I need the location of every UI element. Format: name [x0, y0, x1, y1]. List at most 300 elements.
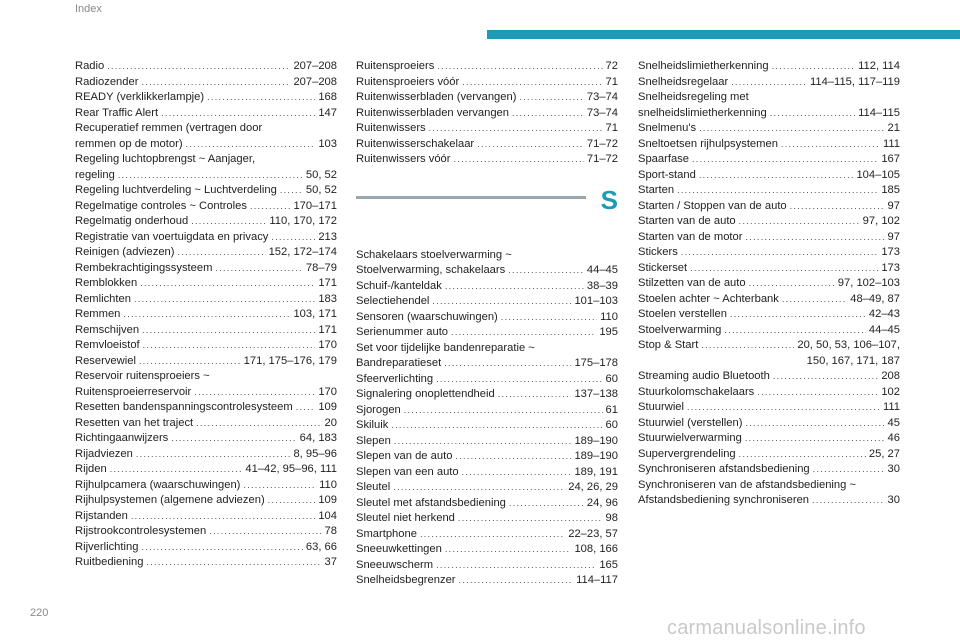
index-page-refs-continued: 150, 167, 171, 187	[806, 354, 900, 367]
index-entry	[638, 121, 900, 137]
index-term: Slepen	[356, 434, 391, 447]
dot-leader	[391, 418, 602, 434]
index-entry	[356, 325, 618, 341]
index-entry-row	[638, 276, 900, 292]
index-term: Rear Traffic Alert	[75, 106, 159, 119]
index-entry-row	[75, 416, 337, 432]
index-entry-row	[75, 59, 337, 75]
dot-leader	[757, 385, 878, 401]
dot-leader	[436, 558, 596, 574]
index-entry-row	[75, 555, 337, 571]
index-entry	[75, 90, 337, 106]
index-entry	[356, 465, 618, 481]
index-entry	[638, 447, 900, 463]
index-page-refs: 98	[605, 512, 618, 524]
dot-leader	[215, 261, 302, 277]
index-entry-row	[638, 307, 900, 323]
index-term: Schuif-/kanteldak	[356, 279, 442, 292]
index-page-refs: 171	[318, 323, 337, 336]
index-entry-row	[638, 431, 900, 447]
index-entry	[75, 354, 337, 370]
index-entry	[75, 307, 337, 323]
index-entry	[356, 121, 618, 137]
index-entry-row	[638, 245, 900, 261]
index-term: Sneltoetsen rijhulpsystemen	[638, 137, 778, 150]
index-entry	[356, 449, 618, 465]
index-entry-row	[356, 542, 618, 558]
index-page-refs: 185	[881, 184, 900, 196]
dot-leader	[790, 199, 885, 215]
index-entry-row	[638, 462, 900, 478]
index-page-refs: 171, 175–176, 179	[243, 354, 337, 367]
index-entry-row	[356, 59, 618, 75]
index-term: Serienummer auto	[356, 326, 449, 338]
index-term: Sleutel niet herkend	[356, 512, 455, 524]
index-page-refs: 71	[605, 75, 618, 88]
index-page-refs: 114–115, 117–119	[810, 75, 900, 88]
index-term: Regeling luchtverdeling ~ Luchtverdeling	[75, 184, 277, 196]
index-term: Snelheidsregelaar	[638, 75, 729, 88]
dot-leader	[186, 137, 316, 153]
index-page-refs: 207–208	[293, 60, 337, 72]
index-entry	[356, 542, 618, 558]
index-column-2-entries-s	[356, 248, 618, 589]
index-entry-row	[75, 106, 337, 122]
index-entry	[638, 400, 900, 416]
dot-leader	[429, 121, 603, 137]
index-entry-line: Recuperatief remmen (vertragen door	[75, 122, 263, 134]
index-page-refs: 97	[887, 199, 900, 212]
dot-leader	[209, 524, 321, 540]
index-entry	[638, 478, 900, 509]
index-entry	[356, 573, 618, 589]
index-entry	[75, 400, 337, 416]
index-page-refs: 189, 191	[574, 465, 618, 478]
index-entry	[75, 106, 337, 122]
index-entry-row	[75, 524, 337, 540]
index-page-refs: 173	[881, 261, 900, 274]
index-page-refs: 44–45	[868, 323, 900, 336]
index-column-2	[356, 59, 618, 589]
index-term: Remvloeistof	[75, 339, 140, 351]
index-term: Rembekrachtigingssysteem	[75, 261, 213, 274]
index-entry-row	[638, 400, 900, 416]
index-entry-row	[356, 403, 618, 419]
index-entry	[75, 276, 337, 292]
dot-leader	[731, 75, 807, 91]
index-term: Rijden	[75, 463, 107, 475]
dot-leader	[178, 245, 266, 261]
index-page-refs: 208	[881, 370, 900, 382]
index-page-refs: 104–105	[856, 168, 900, 181]
index-page-refs: 109	[318, 401, 337, 413]
dot-leader	[250, 199, 290, 215]
index-term: Stoelverwarming	[638, 323, 722, 336]
index-page-refs: 63, 66	[305, 540, 337, 553]
dot-leader	[687, 400, 880, 416]
dot-leader	[692, 152, 878, 168]
index-entry-row	[75, 307, 337, 323]
dot-leader	[394, 434, 572, 450]
index-term: Stuurwiel	[638, 401, 685, 413]
index-entry	[356, 558, 618, 574]
index-entry	[75, 524, 337, 540]
index-entry-row	[75, 90, 337, 106]
index-entry	[638, 230, 900, 246]
index-term: Starten / Stoppen van de auto	[638, 199, 787, 212]
index-page-refs: 114–115	[858, 106, 900, 119]
index-term: Afstandsbediening synchroniseren	[638, 494, 810, 506]
dot-leader	[745, 416, 884, 432]
index-entry-row	[75, 540, 337, 556]
index-term: Registratie van voertuigdata en privacy	[75, 230, 269, 243]
dot-leader	[171, 431, 296, 447]
index-page-refs: 97, 102–103	[837, 277, 900, 289]
index-entry-row	[638, 292, 900, 308]
index-term: Sleutel	[356, 481, 391, 493]
index-entry	[638, 369, 900, 385]
index-term: Ruitensproeiers vóór	[356, 75, 460, 88]
index-page-refs: 170–171	[293, 199, 337, 212]
dot-leader	[134, 292, 315, 308]
dot-leader	[131, 509, 315, 525]
index-term: snelheidslimietherkenning	[638, 106, 767, 119]
dot-leader	[462, 465, 572, 481]
index-entry	[75, 75, 337, 91]
index-entry-row	[356, 90, 618, 106]
dot-leader	[139, 354, 241, 370]
index-page-refs: 37	[324, 556, 337, 568]
index-entry-row	[356, 152, 618, 168]
dot-leader	[745, 431, 885, 447]
index-entry-row	[75, 75, 337, 91]
index-page-refs: 175–178	[574, 357, 618, 369]
index-entry	[356, 248, 618, 279]
section-divider	[356, 196, 586, 199]
index-term: Sneeuwkettingen	[356, 543, 442, 555]
index-entry	[638, 245, 900, 261]
dot-leader	[477, 137, 584, 153]
dot-leader	[781, 137, 880, 153]
dot-leader	[207, 90, 315, 106]
index-entry-row	[638, 385, 900, 401]
index-entry-row	[75, 462, 337, 478]
index-entry-row	[638, 493, 900, 509]
dot-leader	[436, 372, 602, 388]
index-page-refs: 46	[887, 432, 900, 444]
index-entry-row	[638, 369, 900, 385]
index-entry-row	[356, 449, 618, 465]
index-entry	[638, 168, 900, 184]
index-term: Snelmenu's	[638, 122, 697, 134]
index-entry-row	[356, 106, 618, 122]
index-page-refs: 72	[605, 60, 618, 72]
index-term: Regelmatige controles ~ Controles	[75, 199, 247, 212]
dot-leader	[161, 106, 315, 122]
index-entry	[75, 59, 337, 75]
index-term: remmen op de motor)	[75, 137, 183, 150]
index-entry-row	[356, 75, 618, 91]
index-term: Remschijven	[75, 323, 140, 336]
index-term: Spaarfase	[638, 153, 689, 165]
index-entry	[638, 137, 900, 153]
dot-leader	[690, 261, 878, 277]
index-page-refs: 78	[324, 525, 337, 537]
index-entry-row	[356, 573, 618, 589]
dot-leader	[770, 106, 855, 122]
index-page-refs: 137–138	[574, 388, 618, 400]
index-entry-row	[638, 447, 900, 463]
index-page-refs: 101–103	[574, 295, 618, 307]
index-entry	[75, 416, 337, 432]
index-term: Ruitbediening	[75, 556, 144, 568]
dot-leader	[432, 294, 571, 310]
index-entry	[638, 276, 900, 292]
index-term: READY (verklikkerlampje)	[75, 91, 205, 103]
index-entry-row	[356, 496, 618, 512]
index-entry-row	[75, 323, 337, 339]
index-page-refs: 50, 52	[305, 184, 337, 196]
index-entry	[638, 199, 900, 215]
index-term: Richtingaanwijzers	[75, 432, 169, 444]
index-term: Starten van de auto	[638, 215, 736, 227]
index-page-refs: 168	[318, 91, 337, 103]
index-entry-row	[638, 59, 900, 75]
index-entry	[75, 214, 337, 230]
index-term: Sleutel met afstandsbediening	[356, 496, 506, 509]
index-page-refs: 42–43	[868, 308, 900, 320]
dot-leader	[420, 527, 565, 543]
index-page-refs: 111	[882, 137, 900, 150]
index-entry	[75, 230, 337, 246]
index-entry	[75, 152, 337, 183]
index-entry	[356, 294, 618, 310]
index-entry-row	[638, 214, 900, 230]
index-entry	[356, 372, 618, 388]
dot-leader	[280, 183, 303, 199]
dot-leader	[393, 480, 565, 496]
dot-leader	[681, 245, 879, 261]
index-term: Rijhulpcamera (waarschuwingen)	[75, 478, 241, 491]
dot-leader	[451, 325, 596, 341]
index-page-refs: 183	[318, 292, 337, 305]
index-term: Ruitenwisserbladen vervangen	[356, 106, 509, 119]
dot-leader	[118, 168, 303, 184]
dot-leader	[813, 462, 885, 478]
dot-leader	[498, 387, 572, 403]
index-page-refs: 41–42, 95–96, 111	[245, 463, 337, 475]
dot-leader	[243, 478, 316, 494]
dot-leader	[458, 511, 603, 527]
index-entry	[638, 214, 900, 230]
index-page-refs: 167	[881, 153, 900, 165]
index-term: Stickers	[638, 246, 678, 258]
index-term: Sfeerverlichting	[356, 372, 434, 385]
index-entry-row	[356, 279, 618, 295]
dot-leader	[296, 400, 316, 416]
index-page-refs: 170	[318, 385, 337, 398]
index-entry	[75, 509, 337, 525]
dot-leader	[454, 152, 584, 168]
index-page-refs: 30	[887, 463, 900, 475]
index-page-refs: 73–74	[586, 106, 618, 119]
index-page-refs: 103, 171	[293, 308, 337, 320]
dot-leader	[773, 369, 878, 385]
index-entry	[356, 152, 618, 168]
dot-leader	[110, 462, 243, 478]
dot-leader	[404, 403, 603, 419]
index-term: Ruitenwisserbladen (vervangen)	[356, 91, 517, 103]
index-entry-row	[638, 323, 900, 339]
index-entry	[75, 183, 337, 199]
index-entry-row	[638, 137, 900, 153]
dot-leader	[509, 496, 584, 512]
dot-leader	[271, 230, 315, 246]
index-entry-row	[638, 416, 900, 432]
page-number: 220	[30, 607, 49, 619]
index-entry-row	[356, 465, 618, 481]
index-page-refs: 108, 166	[574, 543, 618, 555]
index-page-refs: 110	[319, 478, 337, 491]
index-page-refs: 109	[318, 494, 337, 506]
index-term: Rijstrookcontrolesystemen	[75, 525, 207, 537]
index-entry-row	[638, 338, 900, 354]
index-entry	[75, 478, 337, 494]
dot-leader	[437, 59, 602, 75]
index-page-refs: 195	[599, 326, 618, 338]
index-entry-row	[75, 276, 337, 292]
index-entry	[638, 261, 900, 277]
index-entry-row	[75, 400, 337, 416]
index-entry	[638, 183, 900, 199]
index-page-refs: 110, 170, 172	[269, 215, 337, 227]
index-entry-row	[638, 121, 900, 137]
index-term: Sjorogen	[356, 403, 401, 416]
index-term: Rijhulpsystemen (algemene adviezen)	[75, 494, 265, 506]
index-entry	[356, 59, 618, 75]
index-entry-row	[75, 385, 337, 401]
dot-leader	[444, 356, 571, 372]
index-entry	[356, 75, 618, 91]
dot-leader	[812, 493, 885, 509]
section-header-s	[356, 184, 618, 241]
index-term: Signalering onoplettendheid	[356, 388, 495, 400]
index-term: Stoelen verstellen	[638, 308, 727, 320]
dot-leader	[699, 121, 884, 137]
index-entry-row	[356, 434, 618, 450]
index-entry-line: Schakelaars stoelverwarming ~	[356, 248, 512, 261]
index-column-2-entries	[356, 59, 618, 168]
index-entry-row	[75, 431, 337, 447]
dot-leader	[143, 338, 316, 354]
index-entry	[356, 387, 618, 403]
index-term: Rijstanden	[75, 509, 128, 522]
dot-leader	[677, 183, 878, 199]
index-term: Smartphone	[356, 527, 417, 540]
index-term: Stuurwiel (verstellen)	[638, 416, 743, 429]
index-term: Supervergrendeling	[638, 447, 736, 460]
section-letter: S	[600, 184, 618, 215]
index-entry-line: Snelheidsregeling met	[638, 91, 749, 103]
index-page-refs: 30	[887, 494, 900, 506]
index-entry-row	[638, 106, 900, 122]
index-entry-row	[638, 183, 900, 199]
index-entry-row	[356, 558, 618, 574]
index-entry-row	[75, 478, 337, 494]
index-entry-row	[75, 509, 337, 525]
index-entry	[356, 511, 618, 527]
index-page-refs: 71–72	[586, 137, 618, 150]
index-term: Ruitenwissers vóór	[356, 153, 451, 165]
index-entry	[638, 385, 900, 401]
index-entry-row	[356, 480, 618, 496]
index-entry-row	[356, 137, 618, 153]
index-entry-row	[356, 121, 618, 137]
dot-leader	[142, 323, 315, 339]
index-page-refs: 104	[318, 509, 337, 522]
index-term: Ruitensproeierreservoir	[75, 385, 192, 398]
index-entry	[75, 245, 337, 261]
index-entry-row	[75, 292, 337, 308]
index-term: Remmen	[75, 308, 121, 320]
index-page-refs: 48–49, 87	[850, 292, 900, 305]
index-entry-row	[75, 354, 337, 370]
index-term: Remblokken	[75, 277, 138, 289]
index-term: Slepen van een auto	[356, 465, 459, 478]
index-page-refs: 97, 102	[862, 215, 900, 227]
index-page-refs: 38–39	[586, 279, 618, 292]
index-term: Slepen van de auto	[356, 450, 453, 462]
index-entry	[356, 341, 618, 372]
index-page-refs: 189–190	[574, 434, 618, 447]
dot-leader	[194, 385, 315, 401]
index-page-refs: 71	[605, 122, 618, 134]
index-entry	[356, 527, 618, 543]
header-title: Index	[75, 3, 102, 15]
index-entry	[356, 310, 618, 326]
header-accent-bar	[487, 30, 960, 39]
dot-leader	[196, 416, 321, 432]
index-column-1	[75, 59, 337, 571]
index-entry	[356, 434, 618, 450]
index-entry-line: Set voor tijdelijke bandenreparatie ~	[356, 341, 535, 354]
index-entry-row	[638, 230, 900, 246]
index-entry	[75, 462, 337, 478]
index-entry-row	[356, 294, 618, 310]
dot-leader	[730, 307, 866, 323]
index-term: Snelheidsbegrenzer	[356, 574, 456, 586]
index-entry-row	[356, 325, 618, 341]
index-entry-row	[75, 245, 337, 261]
index-entry	[356, 418, 618, 434]
index-page-refs: 60	[605, 419, 618, 431]
index-entry	[638, 90, 900, 121]
index-page-refs: 21	[887, 122, 900, 134]
index-entry-row	[356, 310, 618, 326]
index-term: Ruitenwisserschakelaar	[356, 137, 475, 150]
index-entry	[75, 540, 337, 556]
index-term: Snelheidslimietherkenning	[638, 60, 769, 72]
index-term: Stuurwielverwarming	[638, 432, 742, 444]
index-term: Bandreparatieset	[356, 357, 442, 369]
dot-leader	[455, 449, 571, 465]
dot-leader	[141, 540, 302, 556]
index-entry-row	[356, 356, 618, 372]
index-page-refs: 61	[605, 403, 618, 416]
dot-leader	[749, 276, 835, 292]
index-page-refs: 114–117	[576, 574, 618, 586]
index-entry-row	[75, 199, 337, 215]
